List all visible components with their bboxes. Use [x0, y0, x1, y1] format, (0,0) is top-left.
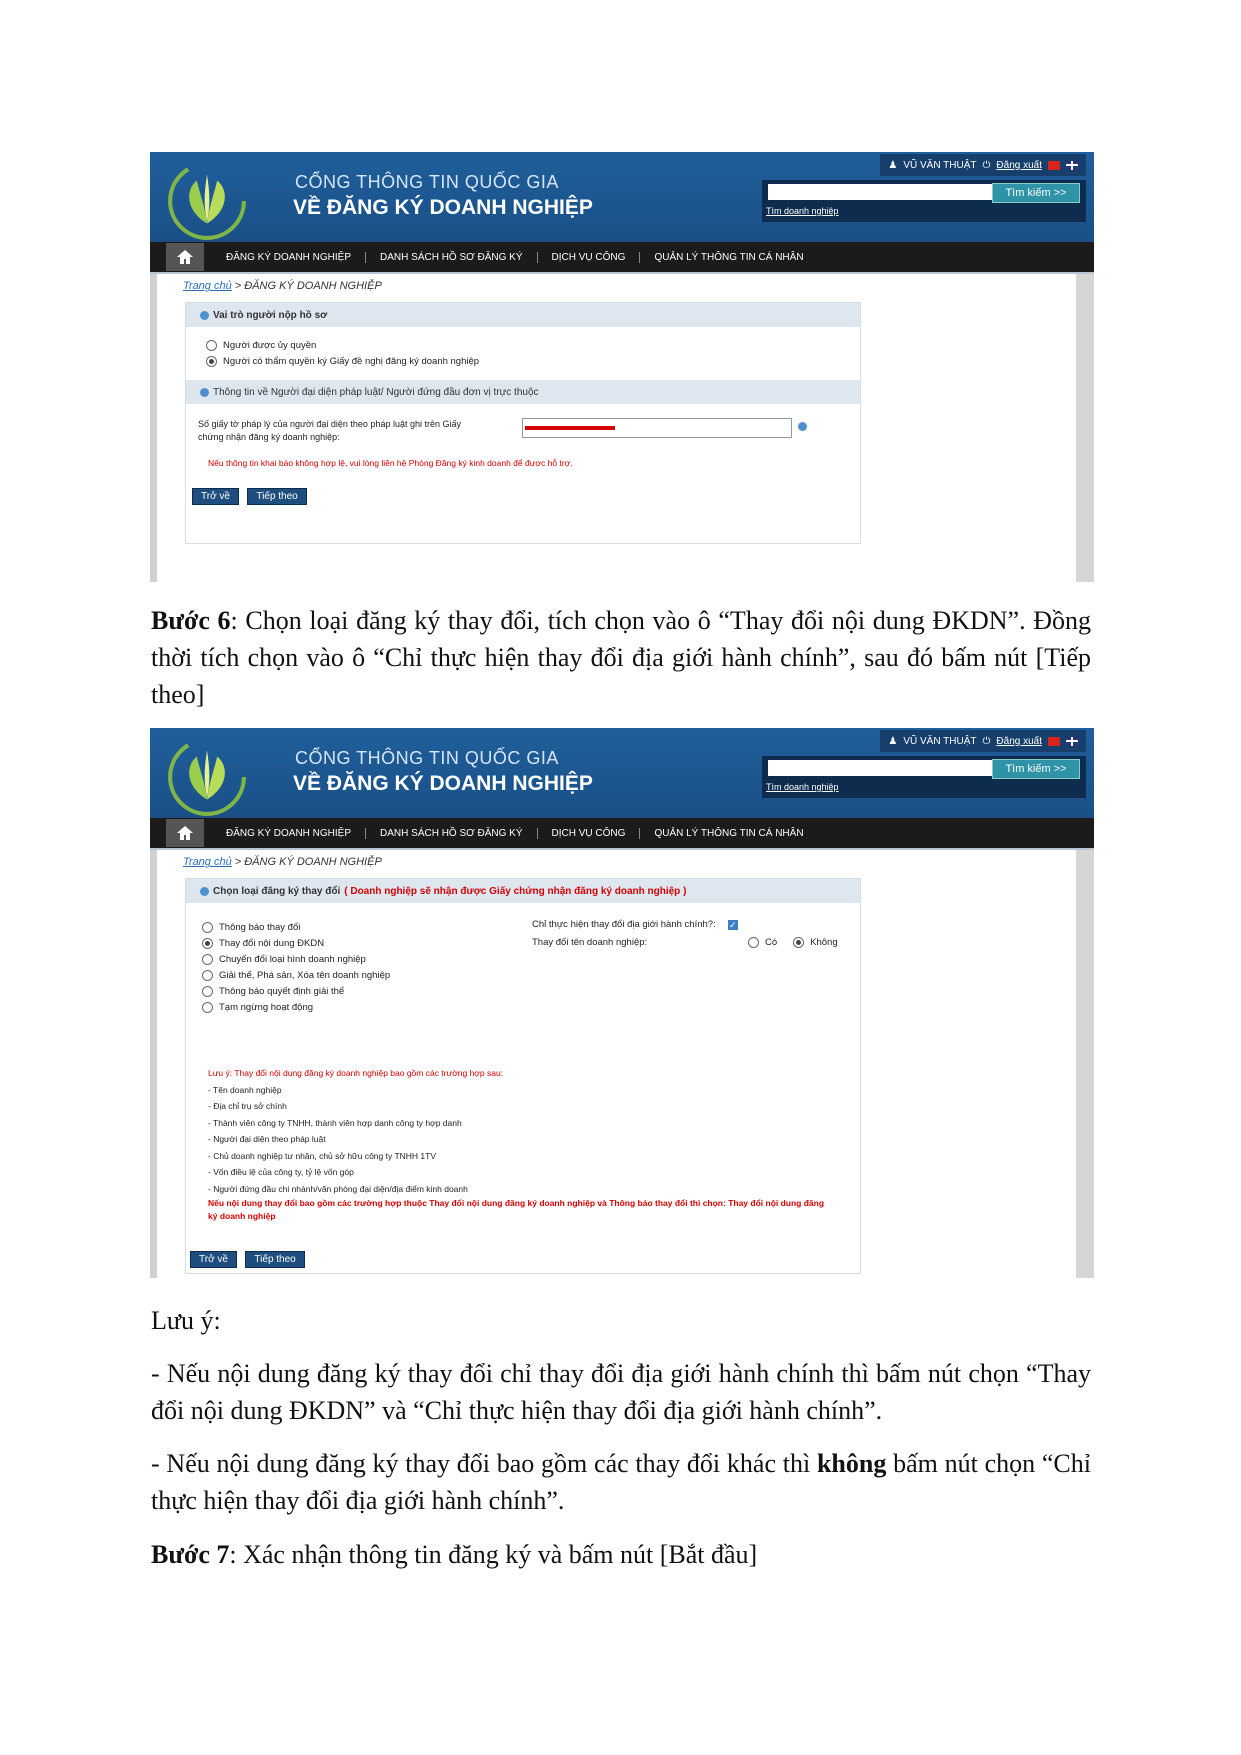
info-icon	[200, 887, 209, 896]
change-type-note: ( Doanh nghiệp sẽ nhận được Giấy chứng nhận đăng ký doanh nghiệp )	[344, 885, 687, 897]
radio-icon	[202, 954, 213, 965]
rename-label: Thay đổi tên doanh nghiệp:	[532, 937, 648, 948]
user-icon: ♟	[888, 735, 898, 747]
nav-personal-info[interactable]: QUẢN LÝ THÔNG TIN CÁ NHÂN	[654, 251, 804, 263]
option-dissolution-decision[interactable]	[202, 986, 390, 997]
breadcrumb-separator: >	[234, 856, 245, 868]
step7-text: : Xác nhận thông tin đăng ký và bấm nút [Bắt đầu]	[229, 1540, 758, 1569]
admin-only-row	[532, 919, 738, 930]
search-box	[762, 180, 1086, 222]
home-icon	[176, 825, 194, 841]
note-item: - Người đứng đầu chi nhánh/văn phòng đại diện/địa điểm kinh doanh	[208, 1183, 468, 1194]
uk-flag-icon[interactable]	[1066, 161, 1078, 170]
user-name: VŨ VĂN THUẬT	[903, 735, 977, 747]
legal-id-label-line1: Số giấy tờ pháp lý của người đại diện theo pháp luật ghi trên Giấy	[198, 419, 461, 429]
nav-personal-info[interactable]: QUẢN LÝ THÔNG TIN CÁ NHÂN	[654, 827, 804, 839]
radio-icon	[206, 340, 217, 351]
role-option-label: Người được ủy quyền	[223, 340, 317, 351]
admin-only-checkbox[interactable]: ✓	[728, 919, 737, 930]
change-type-panel	[185, 878, 861, 1274]
role-section-title: Vai trò người nộp hồ sơ	[213, 309, 328, 321]
power-icon[interactable]: ⏻	[982, 735, 991, 747]
option-suspend[interactable]	[202, 1002, 390, 1013]
representative-section-title: Thông tin về Người đại diện pháp luật/ Người đứng đầu đơn vị trực thuộc	[213, 386, 539, 398]
role-option-label: Người có thẩm quyền ký Giấy đề nghị đăng ký doanh nghiệp	[223, 356, 480, 367]
radio-icon	[202, 922, 213, 933]
notes-item-1: - Nếu nội dung đăng ký thay đổi chỉ thay đổi địa giới hành chính thì bấm nút chọn “Thay đổi nội dung ĐKDN” và “Chỉ thực hiện thay đổi địa giới hành chính”.	[151, 1359, 1091, 1425]
portal-title-line1: CỔNG THÔNG TIN QUỐC GIA	[295, 748, 559, 768]
logout-link[interactable]: Đăng xuất	[996, 159, 1042, 171]
rename-yes-radio[interactable]	[748, 937, 759, 948]
representative-section-header	[186, 380, 860, 404]
step6-label: Bước 6	[151, 606, 231, 635]
legal-id-input[interactable]	[522, 418, 792, 438]
notes-item-2	[151, 1445, 1091, 1519]
nav-public-services[interactable]: DỊCH VỤ CÔNG	[538, 828, 641, 839]
nav-business-registration[interactable]: ĐĂNG KÝ DOANH NGHIỆP	[212, 828, 366, 839]
notes-footer: Nếu nội dung thay đổi bao gồm các trường hợp thuộc Thay đổi nội dung đăng ký doanh nghiệp và Thông báo thay đổi thì chọn: Thay đổi nội dung đăng ký doanh nghiệp	[208, 1198, 825, 1221]
nav-public-services[interactable]: DỊCH VỤ CÔNG	[538, 252, 641, 263]
role-section-header	[186, 303, 860, 327]
search-input[interactable]	[768, 184, 1006, 200]
note-item: - Địa chỉ trụ sở chính	[208, 1101, 287, 1111]
portal-title-line2: VỀ ĐĂNG KÝ DOANH NGHIỆP	[293, 772, 593, 795]
breadcrumb-home-link[interactable]: Trang chủ	[183, 280, 232, 292]
notes-item-2-bold: không	[816, 1449, 887, 1478]
page-content	[150, 274, 1094, 582]
breadcrumb	[183, 280, 382, 292]
portal-banner	[150, 728, 1094, 818]
option-label: Thông báo quyết định giải thể	[219, 986, 345, 997]
step6-paragraph	[151, 602, 1091, 713]
screenshot-change-type-step	[150, 728, 1094, 1280]
home-button[interactable]	[166, 243, 204, 271]
form-actions	[190, 1249, 309, 1268]
radio-selected-icon	[202, 938, 213, 949]
search-button[interactable]: Tìm kiếm >>	[992, 183, 1080, 203]
rename-row	[532, 937, 838, 948]
main-nav	[150, 818, 1094, 850]
rename-no-radio[interactable]	[793, 937, 804, 948]
breadcrumb-separator: >	[234, 280, 245, 292]
option-label: Tạm ngừng hoạt động	[219, 1002, 314, 1013]
back-button[interactable]: Trở về	[192, 488, 239, 505]
legal-id-label	[198, 418, 461, 444]
notes-title: Lưu ý: Thay đổi nội dung đăng ký doanh nghiệp bao gồm các trường hợp sau:	[208, 1068, 504, 1078]
search-input[interactable]	[768, 760, 1006, 776]
portal-title-line1: CỔNG THÔNG TIN QUỐC GIA	[295, 172, 559, 192]
option-label: Giải thể, Phá sản, Xóa tên doanh nghiệp	[219, 970, 391, 981]
step7-label: Bước 7	[151, 1540, 230, 1569]
change-notes	[208, 1065, 828, 1223]
nav-registration-list[interactable]: DANH SÁCH HỒ SƠ ĐĂNG KÝ	[366, 828, 538, 839]
role-option-authorized[interactable]	[206, 340, 840, 351]
radio-icon	[202, 970, 213, 981]
note-item: - Thành viên công ty TNHH, thành viên hợp danh công ty hợp danh	[208, 1117, 462, 1128]
validation-warning: Nếu thông tin khai báo không hợp lệ, vui lòng liên hệ Phòng Đăng ký kinh doanh để được hỗ trợ.	[208, 458, 573, 468]
redacted-value	[525, 426, 615, 430]
user-bar	[880, 154, 1086, 176]
vietnam-flag-icon[interactable]	[1048, 161, 1060, 170]
find-business-link[interactable]: Tìm doanh nghiệp	[766, 206, 839, 216]
note-item: - Tên doanh nghiệp	[208, 1084, 282, 1095]
next-button[interactable]: Tiếp theo	[247, 488, 306, 505]
radio-icon	[202, 1002, 213, 1013]
back-button[interactable]: Trở về	[190, 1251, 237, 1268]
nav-registration-list[interactable]: DANH SÁCH HỒ SƠ ĐĂNG KÝ	[366, 252, 538, 263]
screenshot-role-step	[150, 152, 1094, 584]
breadcrumb-current: ĐĂNG KÝ DOANH NGHIỆP	[244, 280, 382, 292]
power-icon[interactable]: ⏻	[982, 159, 991, 171]
notes-item-2-part2: bấm nút chọn “Chỉ thực hiện thay đổi địa giới hành chính”.	[151, 1449, 1091, 1515]
breadcrumb	[183, 856, 382, 868]
note-item: - Chủ doanh nghiệp tư nhân, chủ sở hữu công ty TNHH 1TV	[208, 1150, 437, 1161]
home-button[interactable]	[166, 819, 204, 847]
nav-business-registration[interactable]: ĐĂNG KÝ DOANH NGHIỆP	[212, 252, 366, 263]
change-type-options	[202, 917, 390, 1018]
notes-heading: Lưu ý:	[151, 1306, 221, 1335]
radio-selected-icon	[206, 356, 217, 367]
next-button[interactable]: Tiếp theo	[245, 1251, 304, 1268]
portal-banner	[150, 152, 1094, 242]
option-change-notice[interactable]	[202, 922, 390, 933]
vietnam-flag-icon[interactable]	[1048, 737, 1060, 746]
uk-flag-icon[interactable]	[1066, 737, 1078, 746]
rename-no-label: Không	[810, 937, 838, 948]
info-icon	[200, 311, 209, 320]
option-label: Chuyển đổi loại hình doanh nghiệp	[219, 954, 366, 965]
step6-text: : Chọn loại đăng ký thay đổi, tích chọn vào ô “Thay đổi nội dung ĐKDN”. Đồng thời tích chọn vào ô “Chỉ thực hiện thay đổi địa giới hành chính”, sau đó bấm nút [Tiếp theo]	[151, 606, 1091, 709]
logout-link[interactable]: Đăng xuất	[996, 735, 1042, 747]
change-type-header	[186, 879, 860, 903]
rename-yes-label: Có	[765, 937, 778, 948]
step7-paragraph	[151, 1536, 1091, 1573]
user-name: VŨ VĂN THUẬT	[903, 159, 977, 171]
option-label: Thông báo thay đổi	[219, 922, 301, 933]
portal-logo-icon	[166, 736, 248, 818]
option-change-content[interactable]	[202, 938, 390, 949]
breadcrumb-current: ĐĂNG KÝ DOANH NGHIỆP	[244, 856, 382, 868]
notes-item-2-part1: - Nếu nội dung đăng ký thay đổi bao gồm các thay đổi khác thì	[151, 1449, 817, 1478]
admin-only-label: Chỉ thực hiện thay đổi địa giới hành chính?:	[532, 919, 716, 930]
search-button[interactable]: Tìm kiếm >>	[992, 759, 1080, 779]
main-nav	[150, 242, 1094, 274]
breadcrumb-home-link[interactable]: Trang chủ	[183, 856, 232, 868]
home-icon	[176, 249, 194, 265]
change-type-title: Chọn loại đăng ký thay đổi	[213, 885, 341, 897]
page-content	[150, 850, 1094, 1278]
search-box	[762, 756, 1086, 798]
user-icon: ♟	[888, 159, 898, 171]
legal-id-label-line2: chứng nhận đăng ký doanh nghiệp:	[198, 432, 340, 442]
info-icon	[200, 388, 209, 397]
note-item: - Người đại diện theo pháp luật	[208, 1134, 326, 1144]
portal-logo-icon	[166, 160, 248, 242]
role-option-signatory[interactable]	[206, 356, 840, 367]
portal-title-line2: VỀ ĐĂNG KÝ DOANH NGHIỆP	[293, 196, 593, 219]
role-panel	[185, 302, 861, 544]
form-actions	[192, 486, 311, 505]
note-item: - Vốn điều lệ của công ty, tỷ lệ vốn góp	[208, 1167, 354, 1177]
option-convert-type[interactable]	[202, 954, 390, 965]
option-dissolution[interactable]	[202, 970, 390, 981]
user-bar	[880, 730, 1086, 752]
find-business-link[interactable]: Tìm doanh nghiệp	[766, 782, 839, 792]
help-icon[interactable]	[798, 422, 807, 431]
radio-icon	[202, 986, 213, 997]
option-label: Thay đổi nội dung ĐKDN	[219, 938, 325, 949]
